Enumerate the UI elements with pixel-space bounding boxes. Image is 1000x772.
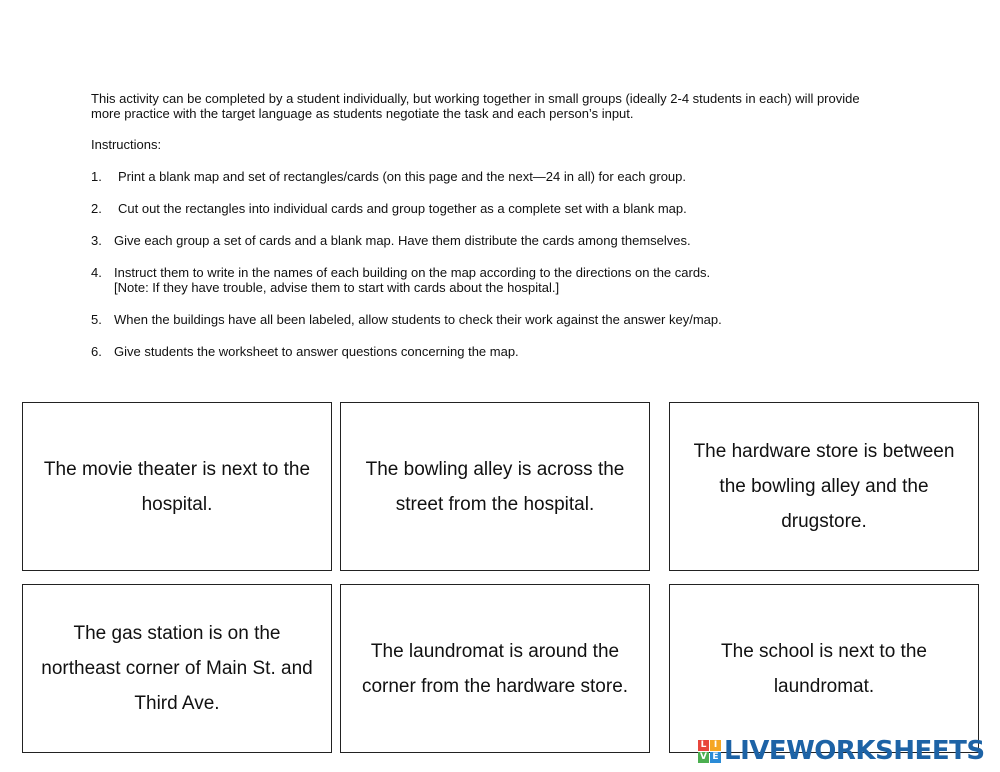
card-text: The school is next to the laundromat.: [721, 640, 927, 697]
step-number: 1.: [91, 169, 102, 184]
step-text: When the buildings have all been labeled, allow students to check their work against the answer key/map.: [114, 312, 722, 327]
step-text: Instruct them to write in the names of each building on the map according to the directions on the cards.: [114, 265, 711, 280]
logo-mark-letter: V: [698, 752, 709, 763]
logo-mark-letter: I: [710, 740, 721, 751]
card-movie-theater: [22, 402, 332, 571]
instructions-block: [91, 91, 891, 376]
step-text: Cut out the rectangles into individual cards and group together as a complete set with a blank map.: [118, 201, 687, 216]
step-text: Give students the worksheet to answer questions concerning the map.: [114, 344, 519, 359]
step-number: 2.: [91, 201, 102, 216]
logo-text: LIVEWORKSHEETS: [724, 736, 985, 766]
step-number: 4.: [91, 265, 102, 280]
step-text: Print a blank map and set of rectangles/cards (on this page and the next—24 in all) for each group.: [118, 169, 687, 184]
liveworksheets-logo[interactable]: [698, 736, 985, 766]
logo-mark-letter: L: [698, 740, 709, 751]
card-text: The gas station is on the northeast corner of Main St. and Third Ave.: [41, 623, 313, 714]
card-hardware-store: [669, 402, 979, 571]
instruction-step-5: [91, 312, 891, 327]
instruction-step-1: [91, 169, 891, 184]
logo-mark-letter: E: [710, 752, 721, 763]
card-gas-station: [22, 584, 332, 753]
card-bowling-alley: [340, 402, 650, 571]
step-text: Give each group a set of cards and a blank map. Have them distribute the cards among themselves.: [114, 233, 691, 248]
instruction-step-6: [91, 344, 891, 359]
logo-mark-icon: [698, 740, 721, 763]
card-text: The laundromat is around the corner from the hardware store.: [361, 640, 629, 697]
instruction-step-4: [91, 265, 891, 295]
card-laundromat: [340, 584, 650, 753]
instruction-step-2: [91, 201, 891, 216]
step-number: 5.: [91, 312, 102, 327]
step-number: 6.: [91, 344, 102, 359]
instruction-step-3: [91, 233, 891, 248]
instructions-heading: Instructions:: [91, 137, 162, 152]
card-text: The hardware store is between the bowling alley and the drugstore.: [693, 441, 955, 532]
card-text: The bowling alley is across the street from the hospital.: [365, 458, 625, 515]
step-number: 3.: [91, 233, 102, 248]
card-school: [669, 584, 979, 753]
card-text: The movie theater is next to the hospital.: [43, 458, 311, 515]
step-note: [Note: If they have trouble, advise them to start with cards about the hospital.]: [114, 280, 560, 295]
intro-paragraph: This activity can be completed by a student individually, but working together in small groups (ideally 2-4 students in each) will provide more practice with the target language as students negotiate the task and each person’s input.: [91, 91, 860, 121]
